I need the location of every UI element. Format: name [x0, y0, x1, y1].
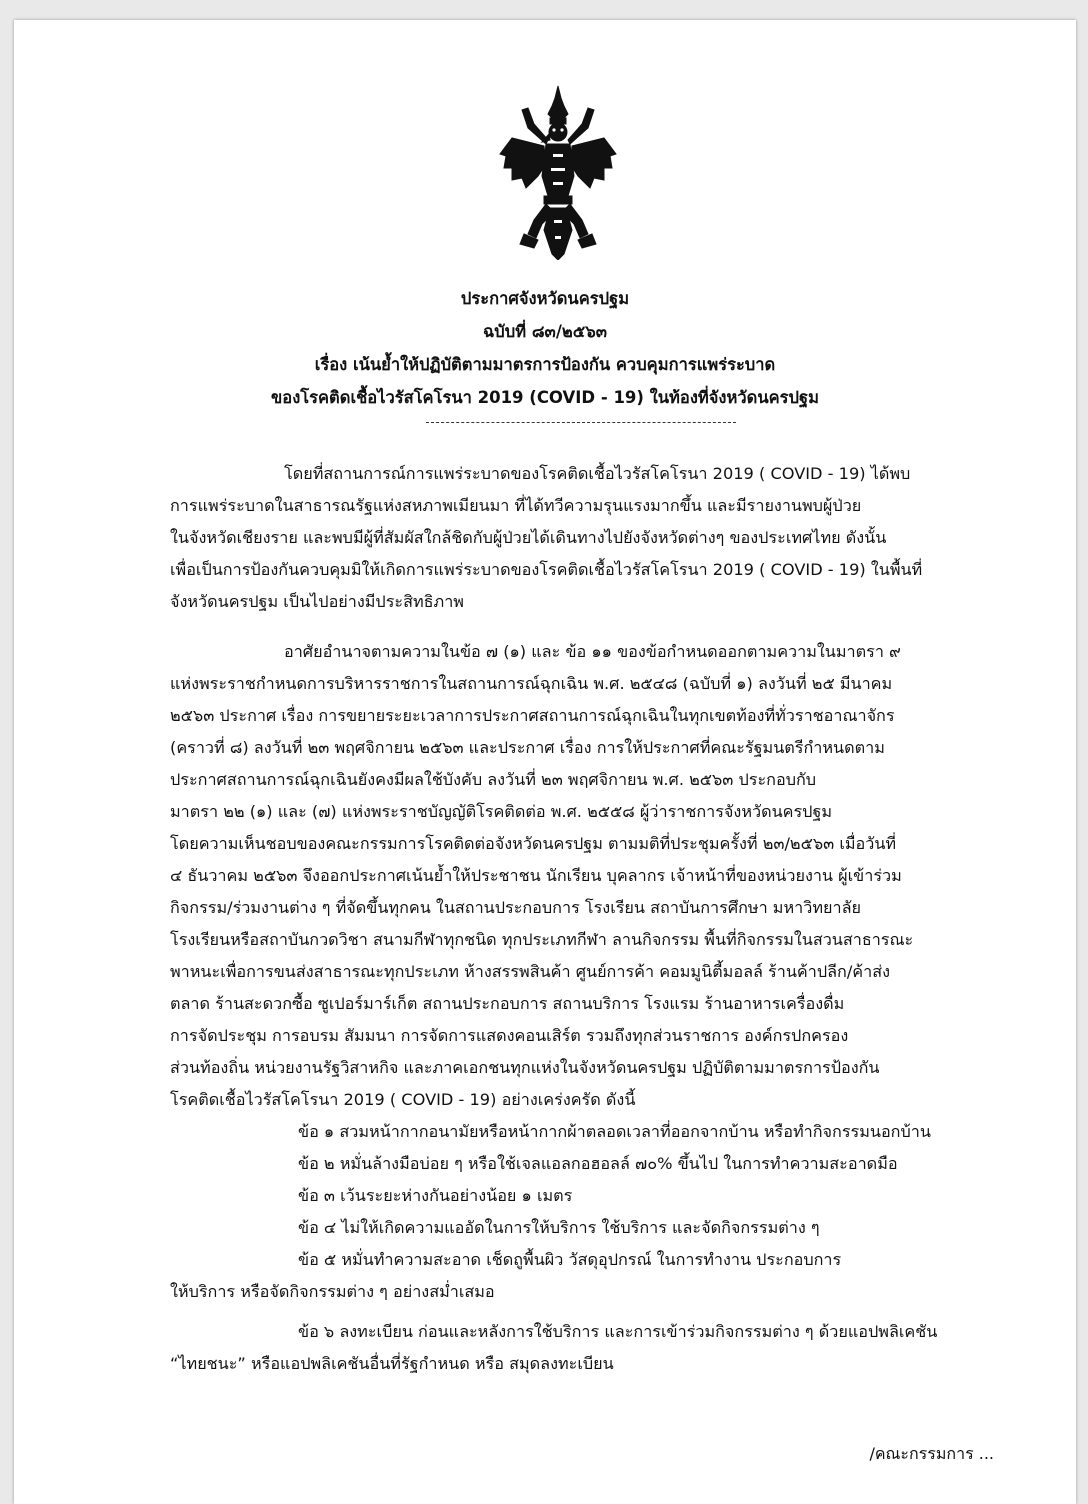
garuda-emblem-icon — [498, 84, 618, 260]
paragraph-line: ในจังหวัดเชียงราย และพบมีผู้ที่สัมผัสใกล้ชิดกับผู้ป่วยได้เดินทางไปยังจังหวัดต่างๆ ของประเทศไทย ดังนั้น — [170, 528, 887, 547]
paragraph-line: ๒๕๖๓ ประกาศ เรื่อง การขยายระยะเวลาการประกาศสถานการณ์ฉุกเฉินในทุกเขตท้องที่ทั่วราชอาณาจักร — [170, 706, 895, 725]
paragraph-line: ส่วนท้องถิ่น หน่วยงานรัฐวิสาหกิจ และภาคเอกชนทุกแห่งในจังหวัดนครปฐม ปฏิบัติตามมาตรการป้องกัน — [170, 1058, 880, 1077]
page-continuation: /คณะกรรมการ ... — [869, 1444, 994, 1463]
measure-item-1: ข้อ ๑ สวมหน้ากากอนามัยหรือหน้ากากผ้าตลอดเวลาที่ออกจากบ้าน หรือทำกิจกรรมนอกบ้าน — [298, 1122, 931, 1141]
paragraph-line: โรงเรียนหรือสถาบันกวดวิชา สนามกีฬาทุกชนิด ทุกประเภทกีฬา ลานกิจกรรม พื้นที่กิจกรรมในสวนสาธารณะ — [170, 930, 914, 949]
announcement-subject-cont: ของโรคติดเชื้อไวรัสโคโรนา 2019 (COVID - 19) ในท้องที่จังหวัดนครปฐม — [271, 388, 819, 407]
announcement-heading — [14, 282, 1076, 414]
paragraph-line: การจัดประชุม การอบรม สัมมนา การจัดการแสดงคอนเสิร์ต รวมถึงทุกส่วนราชการ องค์กรปกครอง — [170, 1026, 849, 1045]
announcement-body — [170, 458, 995, 1380]
measure-item-5-cont: ให้บริการ หรือจัดกิจกรรมต่าง ๆ อย่างสม่ำเสมอ — [170, 1282, 495, 1301]
announcement-number: ฉบับที่ ๘๓/๒๕๖๓ — [483, 322, 607, 341]
paragraph-line: แห่งพระราชกำหนดการบริหารราชการในสถานการณ์ฉุกเฉิน พ.ศ. ๒๕๔๘ (ฉบับที่ ๑) ลงวันที่ ๒๕ มีนาคม — [170, 674, 893, 693]
measure-item-3: ข้อ ๓ เว้นระยะห่างกันอย่างน้อย ๑ เมตร — [298, 1186, 573, 1205]
measure-item-6-cont: “ไทยชนะ” หรือแอปพลิเคชันอื่นที่รัฐกำหนด หรือ สมุดลงทะเบียน — [170, 1354, 614, 1373]
paragraph-line: ๔ ธันวาคม ๒๕๖๓ จึงออกประกาศเน้นย้ำให้ประชาชน นักเรียน บุคลากร เจ้าหน้าที่ของหน่วยงาน ผู้เข้าร่วม — [170, 866, 902, 885]
paragraph-line: โดยที่สถานการณ์การแพร่ระบาดของโรคติดเชื้อไวรัสโคโรนา 2019 ( COVID - 19) ได้พบ — [284, 464, 911, 483]
paragraph-line: เพื่อเป็นการป้องกันควบคุมมิให้เกิดการแพร่ระบาดของโรคติดเชื้อไวรัสโคโรนา 2019 ( COVID - 19) ในพื้นที่ — [170, 560, 923, 579]
paragraph-line: ประกาศสถานการณ์ฉุกเฉินยังคงมีผลใช้บังคับ ลงวันที่ ๒๓ พฤศจิกายน พ.ศ. ๒๕๖๓ ประกอบกับ — [170, 770, 817, 789]
paragraph-line: มาตรา ๒๒ (๑) และ (๗) แห่งพระราชบัญญัติโรคติดต่อ พ.ศ. ๒๕๕๘ ผู้ว่าราชการจังหวัดนครปฐม — [170, 802, 833, 821]
document-page — [14, 20, 1076, 1504]
paragraph-line: โดยความเห็นชอบของคณะกรรมการโรคติดต่อจังหวัดนครปฐม ตามมติที่ประชุมครั้งที่ ๒๓/๒๕๖๓ เมื่อวันที่ — [170, 834, 897, 853]
measure-item-4: ข้อ ๔ ไม่ให้เกิดความแออัดในการให้บริการ ใช้บริการ และจัดกิจกรรมต่าง ๆ — [298, 1218, 820, 1237]
paragraph-line: อาศัยอำนาจตามความในข้อ ๗ (๑) และ ข้อ ๑๑ ของข้อกำหนดออกตามความในมาตรา ๙ — [284, 642, 901, 661]
announcement-title: ประกาศจังหวัดนครปฐม — [460, 289, 630, 308]
measure-item-6: ข้อ ๖ ลงทะเบียน ก่อนและหลังการใช้บริการ และการเข้าร่วมกิจกรรมต่าง ๆ ด้วยแอปพลิเคชัน — [298, 1322, 938, 1341]
paragraph-line: ตลาด ร้านสะดวกซื้อ ซูเปอร์มาร์เก็ต สถานประกอบการ สถานบริการ โรงแรม ร้านอาหารเครื่องดื่ม — [170, 994, 845, 1013]
dashed-divider — [426, 422, 736, 423]
paragraph-line: กิจกรรม/ร่วมงานต่าง ๆ ที่จัดขึ้นทุกคน ในสถานประกอบการ โรงเรียน สถาบันการศึกษา มหาวิทยาลัย — [170, 898, 861, 917]
paragraph-line: พาหนะเพื่อการขนส่งสาธารณะทุกประเภท ห้างสรรพสินค้า ศูนย์การค้า คอมมูนิตี้มอลล์ ร้านค้าปลีก/ค้าส่ง — [170, 962, 890, 981]
announcement-subject: เรื่อง เน้นย้ำให้ปฏิบัติตามมาตรการป้องกัน ควบคุมการแพร่ระบาด — [314, 355, 776, 374]
measure-item-5: ข้อ ๕ หมั่นทำความสะอาด เช็ดถูพื้นผิว วัสดุอุปกรณ์ ในการทำงาน ประกอบการ — [298, 1250, 842, 1269]
measure-item-2: ข้อ ๒ หมั่นล้างมือบ่อย ๆ หรือใช้เจลแอลกอฮอลล์ ๗๐% ขึ้นไป ในการทำความสะอาดมือ — [298, 1154, 898, 1173]
paragraph-line: โรคติดเชื้อไวรัสโคโรนา 2019 ( COVID - 19) อย่างเคร่งครัด ดังนี้ — [170, 1090, 636, 1109]
paragraph-line: จังหวัดนครปฐม เป็นไปอย่างมีประสิทธิภาพ — [170, 592, 464, 611]
paragraph-line: (คราวที่ ๘) ลงวันที่ ๒๓ พฤศจิกายน ๒๕๖๓ และประกาศ เรื่อง การให้ประกาศที่คณะรัฐมนตรีกำหนดตาม — [170, 738, 885, 757]
paragraph-line: การแพร่ระบาดในสาธารณรัฐแห่งสหภาพเมียนมา ที่ได้ทวีความรุนแรงมากขึ้น และมีรายงานพบผู้ป่วย — [170, 496, 862, 515]
